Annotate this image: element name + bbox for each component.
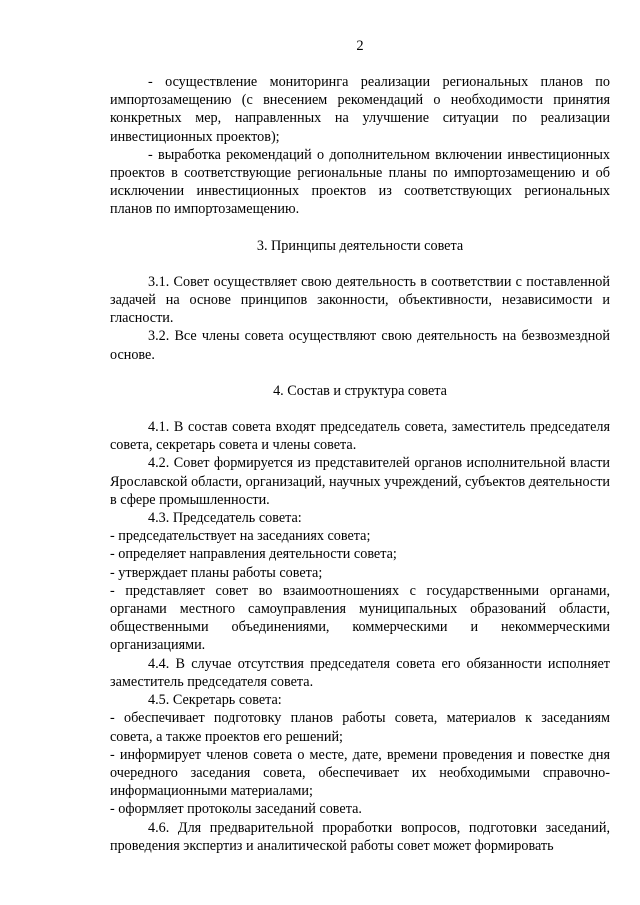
spacer	[110, 364, 610, 382]
spacer	[110, 255, 610, 273]
page-number: 2	[356, 38, 364, 54]
list-item: - определяет направления деятельности совета;	[110, 546, 397, 563]
paragraph: 4.3. Председатель совета:	[148, 510, 302, 527]
paragraph: - выработка рекомендаций о дополнительном включении инвестиционных проектов в соответствующие региональные планы по импортозамещению и об исключении инвестиционных проектов из соответствующих региональных планов по импортозамещению.	[110, 146, 610, 218]
list-item: - оформляет протоколы заседаний совета.	[110, 801, 362, 818]
paragraph: 4.2. Совет формируется из представителей органов исполнительной власти Ярославской области, организаций, научных учреждений, субъектов деятельности в сфере промышленности.	[110, 455, 610, 508]
section-heading: 4. Состав и структура совета	[273, 382, 447, 399]
spacer	[110, 400, 610, 418]
paragraph: 3.1. Совет осуществляет свою деятельность в соответствии с поставленной задачей на основе принципов законности, объективности, независимости и гласности.	[110, 273, 610, 327]
list-item: - представляет совет во взаимоотношениях с государственными органами, органами местного самоуправления муниципальных образований области, общественными объединениями, коммерческими и некоммерческими организациями.	[110, 582, 610, 654]
paragraph: 4.4. В случае отсутствия председателя совета его обязанности исполняет заместитель председателя совета.	[110, 655, 610, 690]
document-body	[110, 73, 610, 855]
paragraph: 4.1. В состав совета входят председатель совета, заместитель председателя совета, секретарь совета и члены совета.	[110, 419, 610, 454]
paragraph: 4.6. Для предварительной проработки вопросов, подготовки заседаний, проведения экспертиз и аналитической работы совет может формировать	[110, 819, 610, 854]
list-item: - утверждает планы работы совета;	[110, 564, 323, 581]
paragraph: 4.5. Секретарь совета:	[148, 692, 282, 709]
list-item: - обеспечивает подготовку планов работы совета, материалов к заседаниям совета, а также проектов его решений;	[110, 710, 610, 745]
paragraph: - осуществление мониторинга реализации региональных планов по импортозамещению (с внесением рекомендаций о необходимости принятия конкретных мер, направленных на улучшение ситуации по реализации инвестиционных проектов);	[110, 74, 610, 145]
spacer	[110, 219, 610, 237]
list-item: - информирует членов совета о месте, дате, времени проведения и повестке дня очередного заседания совета, обеспечивает их необходимыми справочно-информационными материалами;	[110, 746, 610, 800]
section-heading: 3. Принципы деятельности совета	[256, 237, 464, 254]
paragraph: 3.2. Все члены совета осуществляют свою деятельность на безвозмездной основе.	[110, 328, 610, 363]
list-item: - председательствует на заседаниях совета;	[110, 528, 371, 545]
